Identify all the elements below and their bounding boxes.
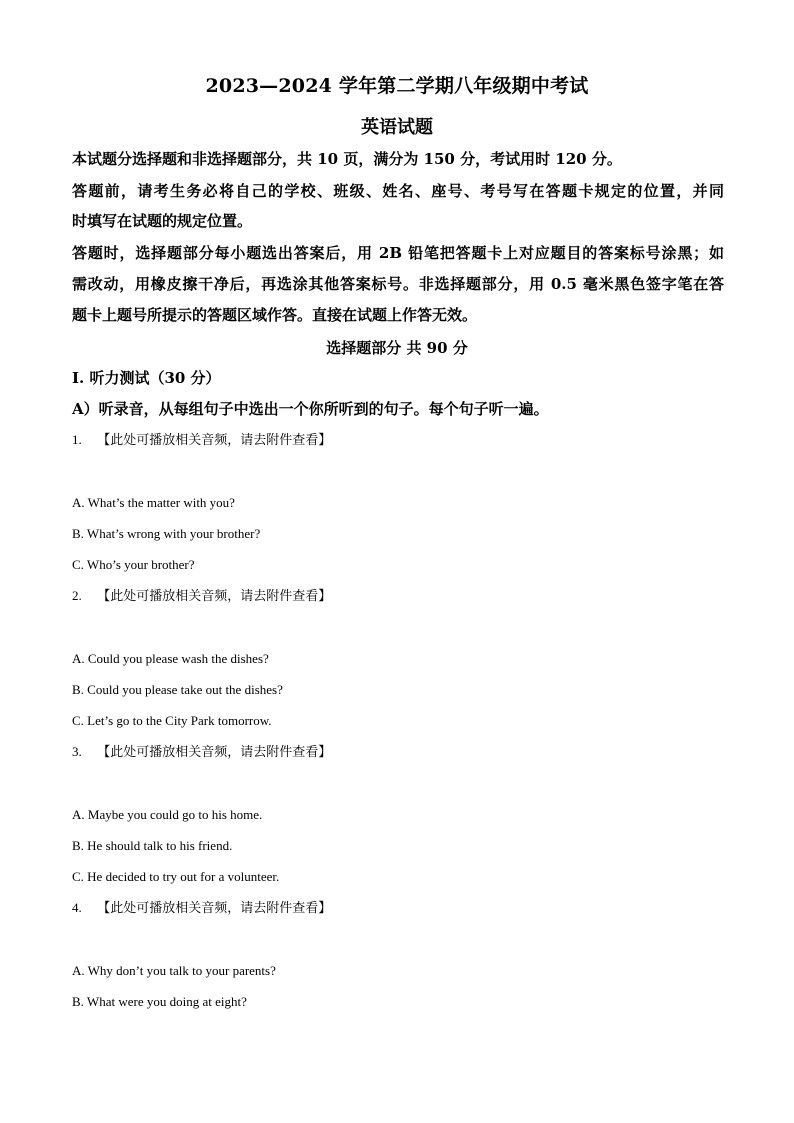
question-1-option-a: A. What’s the matter with you? xyxy=(72,495,235,510)
instruction-line-2b: 时填写在试题的规定位置。 xyxy=(72,212,253,230)
question-2-option-c: C. Let’s go to the City Park tomorrow. xyxy=(72,713,272,728)
instruction-line-3a: 答题时，选择题部分每小题选出答案后，用 2B 铅笔把答题卡上对应题目的答案标号涂黑；如 xyxy=(72,244,724,262)
question-3 xyxy=(72,742,331,763)
listening-heading: Ⅰ. 听力测试（30 分） xyxy=(72,369,221,387)
part-heading: 选择题部分 共 90 分 xyxy=(326,339,468,357)
question-3-option-a: A. Maybe you could go to his home. xyxy=(72,807,263,822)
question-number: 1. xyxy=(72,432,82,447)
question-2-option-a: A. Could you please wash the dishes? xyxy=(72,651,269,666)
question-1-option-b: B. What’s wrong with your brother? xyxy=(72,526,261,541)
question-3-option-b: B. He should talk to his friend. xyxy=(72,838,233,853)
question-2 xyxy=(72,586,331,607)
sub-a-instruction: A）听录音，从每组句子中选出一个你所听到的句子。每个句子听一遍。 xyxy=(72,400,549,418)
question-number: 2. xyxy=(72,588,82,603)
instruction-line-2a: 答题前，请考生务必将自己的学校、班级、姓名、座号、考号写在答题卡规定的位置，并同 xyxy=(72,182,724,200)
audio-prompt: 【此处可播放相关音频，请去附件查看】 xyxy=(97,745,332,760)
audio-prompt: 【此处可播放相关音频，请去附件查看】 xyxy=(97,901,332,916)
audio-prompt: 【此处可播放相关音频，请去附件查看】 xyxy=(97,433,332,448)
question-1 xyxy=(72,430,331,451)
exam-title: 2023—2024 学年第二学期八年级期中考试 xyxy=(205,75,589,97)
question-2-option-b: B. Could you please take out the dishes? xyxy=(72,682,283,697)
instruction-line-3c: 题卡上题号所提示的答题区域作答。直接在试题上作答无效。 xyxy=(72,306,478,324)
instruction-line-3b: 需改动，用橡皮擦干净后，再选涂其他答案标号。非选择题部分，用 0.5 毫米黑色签字笔在答 xyxy=(72,275,724,293)
exam-subtitle: 英语试题 xyxy=(361,117,433,138)
question-1-option-c: C. Who’s your brother? xyxy=(72,557,195,572)
question-3-option-c: C. He decided to try out for a volunteer. xyxy=(72,869,280,884)
question-4-option-b: B. What were you doing at eight? xyxy=(72,994,247,1009)
question-4 xyxy=(72,898,331,919)
question-4-option-a: A. Why don’t you talk to your parents? xyxy=(72,963,276,978)
instruction-line-1: 本试题分选择题和非选择题部分，共 10 页，满分为 150 分，考试用时 120 分。 xyxy=(72,150,622,168)
question-number: 3. xyxy=(72,744,82,759)
audio-prompt: 【此处可播放相关音频，请去附件查看】 xyxy=(97,589,332,604)
question-number: 4. xyxy=(72,900,82,915)
